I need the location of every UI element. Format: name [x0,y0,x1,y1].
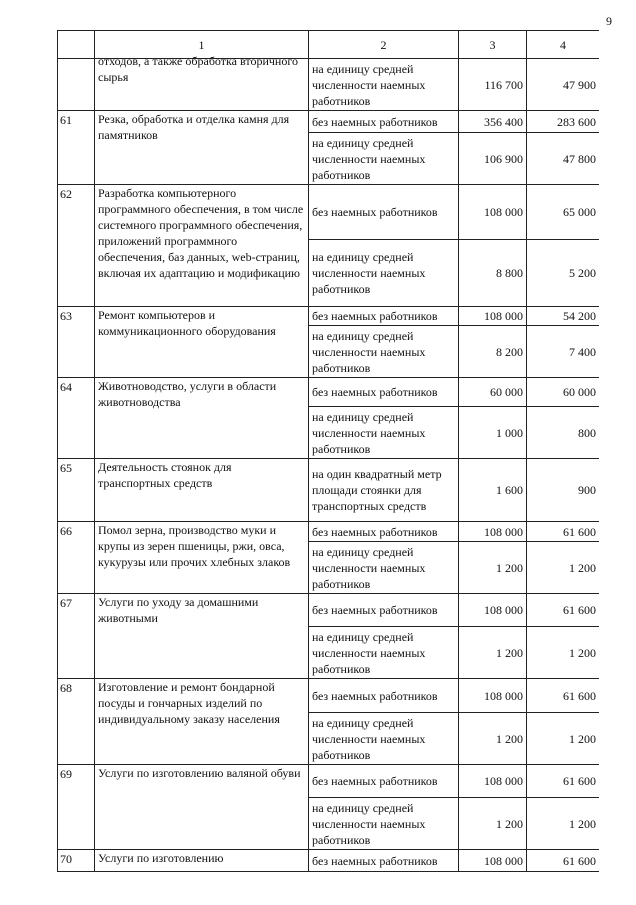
table-row [58,522,600,542]
row-number: 69 [58,765,95,850]
activity-text: Изготовление и ремонт бондарной посуды и гончарных изделий по индивидуальному заказу населения [98,680,280,726]
row-number: 68 [58,679,95,765]
unit-cell: на один квадратный метр площади стоянки для транспортных средств [309,459,459,522]
value-col-4: 1 200 [527,627,600,679]
activity-cell [95,185,309,307]
row-number [58,59,95,111]
header-col-3: 3 [459,31,527,59]
tariff-table [57,30,599,872]
activity-cell [95,679,309,765]
value-col-3: 1 200 [459,713,527,765]
table-row [58,679,600,713]
value-col-4: 61 600 [527,522,600,542]
tariff-table-frame [57,30,599,886]
value-col-4: 61 600 [527,679,600,713]
header-col-num [58,31,95,59]
value-col-3: 8 800 [459,240,527,307]
value-col-3: 8 200 [459,326,527,378]
value-col-4: 7 400 [527,326,600,378]
activity-cell [95,378,309,459]
value-col-3: 108 000 [459,594,527,627]
value-col-4: 60 000 [527,378,600,407]
table-row [58,594,600,627]
table-row [58,459,600,522]
row-number: 67 [58,594,95,679]
unit-cell: на единицу средней численности наемных работников [309,713,459,765]
unit-cell: на единицу средней численности наемных работников [309,240,459,307]
value-col-4: 5 200 [527,240,600,307]
unit-cell: на единицу средней численности наемных работников [309,798,459,850]
value-col-3: 60 000 [459,378,527,407]
table-row [58,59,600,111]
activity-text: Помол зерна, производство муки и крупы из зерен пшеницы, ржи, овса, кукурузы или прочих хлебных злаков [98,523,291,569]
value-col-3: 108 000 [459,765,527,798]
activity-text: Ремонт компьютеров и коммуникационного оборудования [98,308,276,338]
activity-text: Услуги по изготовлению [98,851,224,865]
value-col-3: 1 200 [459,798,527,850]
value-col-3: 1 200 [459,627,527,679]
header-col-1: 1 [95,31,309,59]
unit-cell: без наемных работников [309,594,459,627]
row-number: 70 [58,850,95,872]
unit-cell: без наемных работников [309,679,459,713]
activity-text: Услуги по изготовлению валяной обуви [98,766,301,780]
value-col-4: 900 [527,459,600,522]
value-col-3: 108 000 [459,522,527,542]
unit-cell: без наемных работников [309,185,459,240]
table-row [58,850,600,872]
table-row [58,111,600,133]
value-col-4: 47 800 [527,133,600,185]
row-number: 63 [58,307,95,378]
page-number: 9 [606,14,612,28]
activity-cell [95,307,309,378]
unit-cell: на единицу средней численности наемных работников [309,326,459,378]
row-number: 65 [58,459,95,522]
table-row [58,765,600,798]
activity-text: Услуги по уходу за домашними животными [98,595,259,625]
value-col-4: 65 000 [527,185,600,240]
value-col-4: 61 600 [527,594,600,627]
value-col-4: 47 900 [527,59,600,111]
unit-cell: на единицу средней численности наемных работников [309,59,459,111]
header-col-4: 4 [527,31,600,59]
activity-cell [95,111,309,185]
row-number: 66 [58,522,95,594]
value-col-4: 61 600 [527,850,600,872]
value-col-3: 108 000 [459,850,527,872]
value-col-4: 283 600 [527,111,600,133]
value-col-3: 108 000 [459,679,527,713]
unit-cell: без наемных работников [309,307,459,326]
activity-cell [95,594,309,679]
activity-text: Резка, обработка и отделка камня для памятников [98,112,290,142]
tariff-table-body [58,31,600,872]
activity-text: отходов, а также обработка вторичного сырья [98,54,298,84]
unit-cell: на единицу средней численности наемных работников [309,542,459,594]
activity-cell [95,765,309,850]
row-number: 64 [58,378,95,459]
activity-text: Разработка компьютерного программного обеспечения, в том числе системного программного обеспечения, приложений программного обеспечения, баз данных, web-страниц, включая их адаптацию и модификацию [98,186,304,280]
unit-cell: без наемных работников [309,850,459,872]
value-col-4: 1 200 [527,713,600,765]
value-col-3: 108 000 [459,185,527,240]
row-number: 62 [58,185,95,307]
unit-cell: на единицу средней численности наемных работников [309,627,459,679]
activity-text: Животноводство, услуги в области животноводства [98,379,277,409]
value-col-3: 1 000 [459,407,527,459]
value-col-3: 116 700 [459,59,527,111]
unit-cell: на единицу средней численности наемных работников [309,407,459,459]
value-col-4: 61 600 [527,765,600,798]
unit-cell: без наемных работников [309,765,459,798]
header-col-2: 2 [309,31,459,59]
table-row [58,378,600,407]
activity-cell [95,850,309,872]
value-col-4: 1 200 [527,798,600,850]
unit-cell: на единицу средней численности наемных работников [309,133,459,185]
value-col-4: 800 [527,407,600,459]
table-row [58,307,600,326]
value-col-3: 108 000 [459,307,527,326]
value-col-3: 356 400 [459,111,527,133]
unit-cell: без наемных работников [309,522,459,542]
unit-cell: без наемных работников [309,111,459,133]
value-col-4: 1 200 [527,542,600,594]
value-col-3: 1 200 [459,542,527,594]
activity-cell [95,54,309,111]
activity-cell [95,459,309,522]
value-col-3: 106 900 [459,133,527,185]
table-row [58,185,600,240]
activity-text: Деятельность стоянок для транспортных средств [98,460,232,490]
unit-cell: без наемных работников [309,378,459,407]
row-number: 61 [58,111,95,185]
activity-cell [95,522,309,594]
value-col-3: 1 600 [459,459,527,522]
value-col-4: 54 200 [527,307,600,326]
